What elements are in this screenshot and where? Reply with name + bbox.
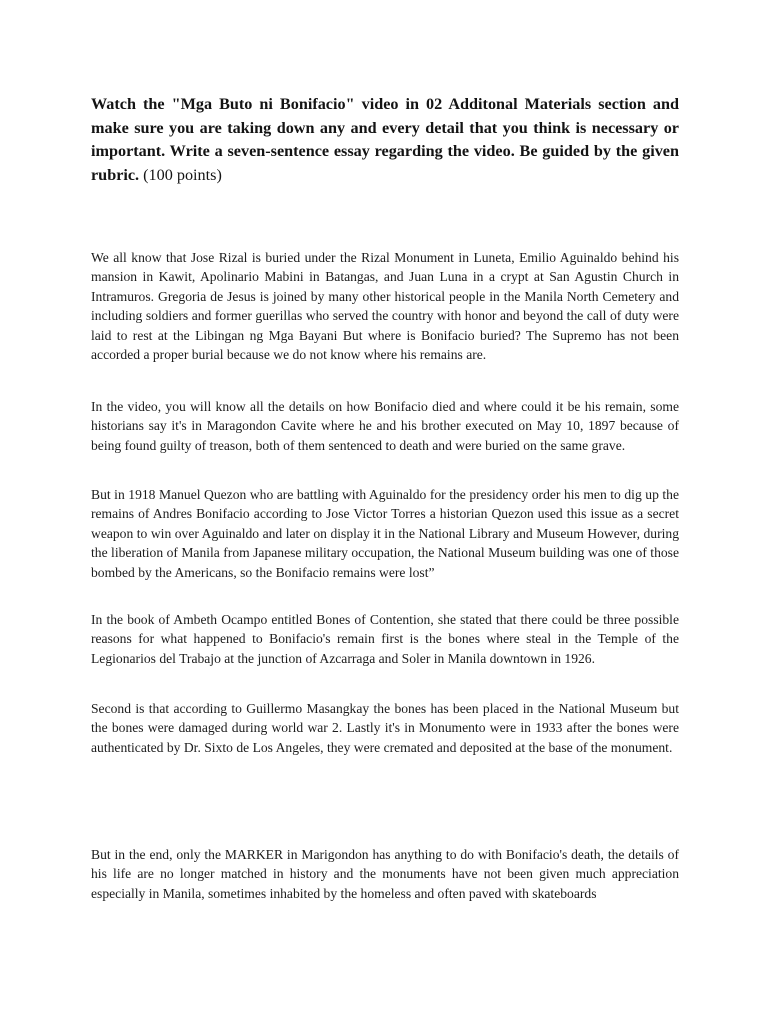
assignment-prompt (91, 93, 679, 187)
essay-paragraph-6: But in the end, only the MARKER in Marigondon has anything to do with Bonifacio's death, the details of his life are no longer matched in history and the monuments have not been given much appreciation especially in Manila, sometimes inhabited by the homeless and often paved with skateboards (91, 847, 679, 901)
prompt-instructions: Watch the "Mga Buto ni Bonifacio" video in 02 Additonal Materials section and make sure you are taking down any and every detail that you think is necessary or important. Write a seven-sentence essay regarding the video. Be guided by the given rubric. (91, 95, 679, 184)
prompt-points: (100 points) (139, 165, 222, 184)
essay-paragraph-4: In the book of Ambeth Ocampo entitled Bones of Contention, she stated that there could be three possible reasons for what happened to Bonifacio's remain first is the bones where steal in the Temple of the Legionarios del Trabajo at the junction of Azcarraga and Soler in Manila downtown in 1926. (91, 612, 679, 666)
essay-paragraph-2: In the video, you will know all the details on how Bonifacio died and where could it be his remain, some historians say it's in Maragondon Cavite where he and his brother executed on May 10, 1897 because of being found guilty of treason, both of them sentenced to death and were buried on the same grave. (91, 399, 679, 453)
essay-paragraph-3: But in 1918 Manuel Quezon who are battling with Aguinaldo for the presidency order his men to dig up the remains of Andres Bonifacio according to Jose Victor Torres a historian Quezon used this issue as a secret weapon to win over Aguinaldo and later on display it in the National Library and Museum However, during the liberation of Manila from Japanese military occupation, the National Museum building was one of those bombed by the Americans, so the Bonifacio remains were lost” (91, 487, 679, 580)
essay-paragraph-5: Second is that according to Guillermo Masangkay the bones has been placed in the National Museum but the bones were damaged during world war 2. Lastly it's in Monumento were in 1933 after the bones were authenticated by Dr. Sixto de Los Angeles, they were cremated and deposited at the base of the monument. (91, 701, 679, 755)
essay-paragraph-1: We all know that Jose Rizal is buried under the Rizal Monument in Luneta, Emilio Aguinaldo behind his mansion in Kawit, Apolinario Mabini in Batangas, and Juan Luna in a crypt at San Agustin Church in Intramuros. Gregoria de Jesus is joined by many other historical people in the Manila North Cemetery and including soldiers and former guerillas who served the country with honor and beyond the call of duty were laid to rest at the Libingan ng Mga Bayani But where is Bonifacio buried? The Supremo has not been accorded a proper burial because we do not know where his remains are. (91, 250, 679, 363)
